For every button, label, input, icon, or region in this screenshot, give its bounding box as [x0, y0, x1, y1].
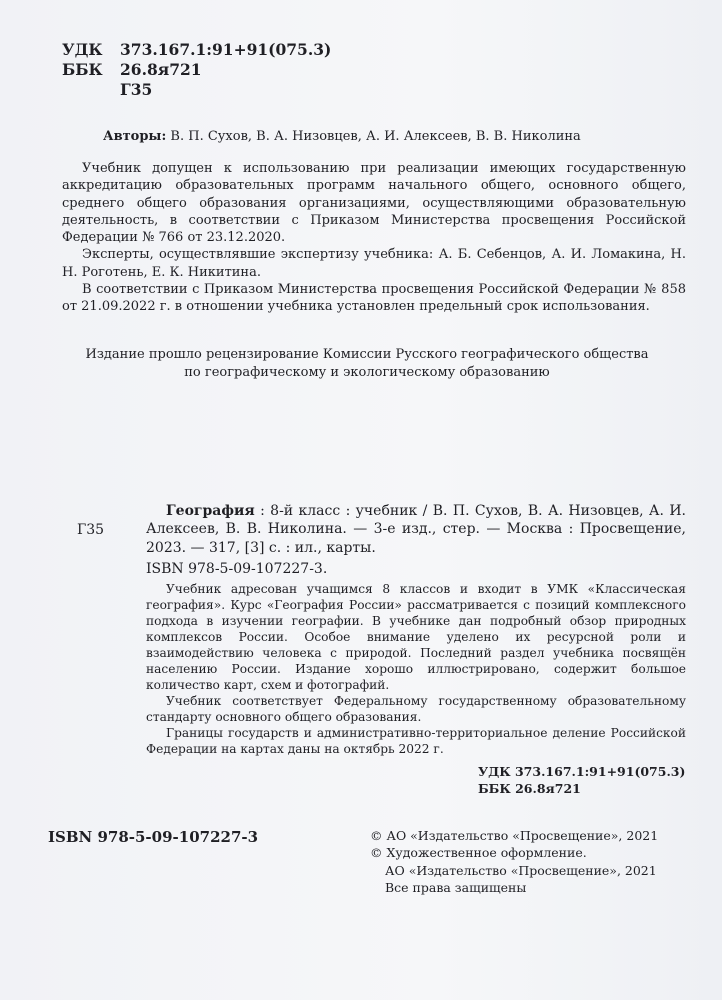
bbk-row [62, 60, 686, 80]
bbk-value: 26.8я721 [120, 60, 202, 79]
udk-label: УДК [62, 40, 103, 59]
bibliographic-body [146, 502, 686, 797]
annotation-p2: Учебник соответствует Федеральному государственному образовательному стандарту основного общего образования. [146, 693, 686, 724]
classification-block-bottom [146, 763, 686, 797]
classification-block-top [62, 40, 686, 100]
author-mark: Г35 [120, 80, 153, 99]
bbk-bottom: ББК 26.8я721 [478, 780, 581, 796]
rights-reserved: Все права защищены [385, 880, 527, 896]
approval-text: Учебник допущен к использованию при реализации имеющих государственную аккредитацию образовательных программ начального общего, основного общего, среднего общего образования организациями, осуществляющими образовательную деятельность, в соответствии с Приказом Министерства просвещения Российской Федерации № 766 от 23.12.2020. [62, 161, 686, 246]
authors-line [48, 128, 686, 146]
bibliographic-record [146, 502, 686, 558]
annotation-p3: Границы государств и административно-территориальное деление Российской Федерации на картах даны на октябрь 2022 г. [146, 725, 686, 756]
book-description: : 8-й класс : учебник / В. П. Сухов, В. А. Низовцев, А. И. Алексеев, В. В. Николина. — 3-е изд., стер. — Москва : Просвещение, 2023. — 317, [3] с. : ил., карты. [146, 502, 686, 556]
udk-bottom: УДК 373.167.1:91+91(075.3) [478, 763, 686, 779]
copyright-line-1: © АО «Издательство «Просвещение», 2021 [370, 827, 659, 843]
approval-block [62, 160, 686, 316]
authors-label: Авторы: [103, 129, 167, 144]
footer-section [48, 827, 686, 897]
review-line-2: по географическому и экологическому образованию [184, 364, 550, 380]
udk-value: 373.167.1:91+91(075.3) [120, 40, 332, 59]
bbk-label: ББК [62, 60, 103, 79]
biblio-author-mark: Г35 [77, 521, 105, 538]
biblio-isbn: ISBN 978-5-09-107227-3. [146, 561, 328, 578]
experts-text: Эксперты, осуществлявшие экспертизу учебника: А. Б. Себенцов, А. И. Ломакина, Н. Н. Роготень, Е. К. Никитина. [62, 247, 686, 280]
review-note [48, 346, 686, 382]
annotation-p1: Учебник адресован учащимся 8 классов и входит в УМК «Классическая география». Курс «География России» рассматривается с позиций комплексного подхода в изучении географии. В учебнике дан подробный обзор природных комплексов России. Особое внимание уделено их ресурсной роли и взаимодействию человека с природой. Последний раздел учебника посвящён населению России. Издание хорошо иллюстрировано, содержит большое количество карт, схем и фотографий. [146, 581, 686, 692]
authors-names: В. П. Сухов, В. А. Низовцев, А. И. Алексеев, В. В. Николина [170, 129, 581, 144]
term-text: В соответствии с Приказом Министерства просвещения Российской Федерации № 858 от 21.09.2022 г. в отношении учебника установлен предельный срок использования. [62, 282, 686, 315]
copyright-line-2: © Художественное оформление. [370, 845, 587, 861]
annotation [146, 581, 686, 757]
footer-isbn: ISBN 978-5-09-107227-3 [48, 827, 259, 846]
copyright-block [370, 827, 658, 897]
copyright-line-3: АО «Издательство «Просвещение», 2021 [385, 862, 657, 878]
udk-row [62, 40, 686, 60]
review-line-1: Издание прошло рецензирование Комиссии Русского географического общества [85, 346, 649, 362]
bibliographic-section [48, 502, 686, 797]
author-mark-row [62, 80, 686, 100]
book-title: География [166, 502, 255, 519]
